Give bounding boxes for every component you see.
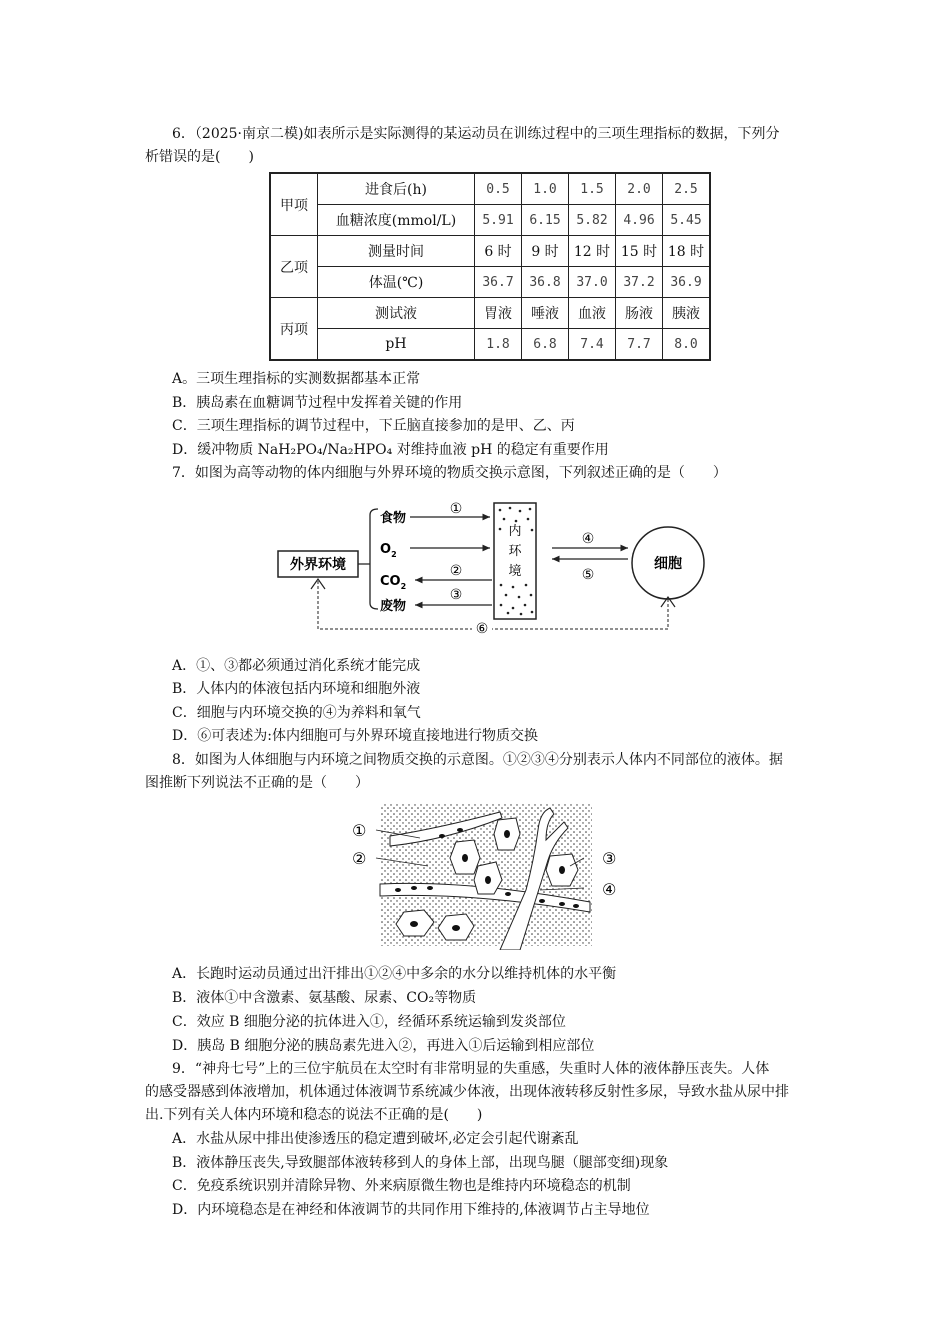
cell-label: 细胞 [654, 556, 682, 572]
num-3: ③ [449, 587, 463, 603]
q8-stem-line2: 图推断下列说法不正确的是（ ） [145, 775, 369, 791]
cell: 血液 [569, 298, 616, 329]
cell: 6 时 [475, 236, 522, 267]
q9-option-a[interactable]: A．水盐从尿中排出使渗透压的稳定遭到破坏,必定会引起代谢紊乱 [172, 1131, 579, 1147]
cell: 1.5 [569, 173, 616, 205]
label-4: ④ [602, 880, 617, 899]
inner-env-char-3: 境 [508, 564, 522, 579]
table-row [270, 205, 710, 236]
table-row [270, 236, 710, 267]
label-1: ① [352, 821, 367, 840]
q7-option-a[interactable]: A．①、③都必须通过消化系统才能完成 [172, 658, 421, 674]
cell: 37.2 [616, 267, 663, 298]
row-label: 测量时间 [318, 236, 475, 267]
group-label: 丙项 [270, 298, 318, 361]
q6-option-d[interactable]: D．缓冲物质 NaH₂PO₄/Na₂HPO₄ 对维持血液 pH 的稳定有重要作用 [172, 442, 609, 458]
cell: 胰液 [663, 298, 711, 329]
q7-option-b[interactable]: B．人体内的体液包括内环境和细胞外液 [172, 681, 421, 697]
cell: 唾液 [522, 298, 569, 329]
num-1: ① [449, 501, 463, 517]
cell: 7.7 [616, 329, 663, 361]
cell: 18 时 [663, 236, 711, 267]
q6-option-b[interactable]: B．胰岛素在血糖调节过程中发挥着关键的作用 [172, 395, 463, 411]
cell: 36.7 [475, 267, 522, 298]
table-row [270, 173, 710, 205]
cell: 5.91 [475, 205, 522, 236]
q8-option-d[interactable]: D．胰岛 B 细胞分泌的胰岛素先进入②，再进入①后运输到相应部位 [172, 1038, 595, 1054]
q7-exchange-diagram [270, 495, 710, 640]
q7-option-d[interactable]: D．⑥可表述为:体内细胞可与外界环境直接地进行物质交换 [172, 728, 538, 744]
group-label: 甲项 [270, 173, 318, 236]
q9-option-b[interactable]: B．液体静压丧失,导致腿部体液转移到人的身体上部，出现鸟腿（腿部变细)现象 [172, 1155, 669, 1171]
row-label: 血糖浓度(mmol/L) [318, 205, 475, 236]
cell: 36.9 [663, 267, 711, 298]
brace [358, 509, 378, 609]
q9-stem-line2: 的感受器感到体液增加，机体通过体液调节系统减少体液，出现体液转移反射性多尿，导致水盐从尿中排 [145, 1084, 789, 1100]
cell: 9 时 [522, 236, 569, 267]
q7-option-c[interactable]: C．细胞与内环境交换的④为养料和氧气 [172, 705, 421, 721]
num-5: ⑤ [581, 567, 595, 583]
inner-env-char-1: 内 [508, 524, 522, 539]
o2-label: $O_2$ [380, 542, 397, 559]
q8-stem-line1: 8．如图为人体细胞与内环境之间物质交换的示意图。①②③④分别表示人体内不同部位的液体。据 [172, 752, 783, 768]
group-label: 乙项 [270, 236, 318, 298]
q9-option-c[interactable]: C．免疫系统识别并清除异物、外来病原微生物也是维持内环境稳态的机制 [172, 1178, 631, 1194]
q8-tissue-diagram [350, 800, 630, 950]
cell: 胃液 [475, 298, 522, 329]
q8-option-a[interactable]: A．长跑时运动员通过出汗排出①②④中多余的水分以维持机体的水平衡 [172, 966, 617, 982]
q9-stem-line3: 出.下列有关人体内环境和稳态的说法不正确的是( ) [145, 1107, 483, 1123]
inner-env-char-2: 环 [508, 544, 522, 559]
q6-stem-line1: 6．（2025·南京二模)如表所示是实际测得的某运动员在训练过程中的三项生理指标的数据，下列分 [172, 126, 780, 142]
q6-option-c[interactable]: C．三项生理指标的调节过程中，下丘脑直接参加的是甲、乙、丙 [172, 418, 575, 434]
cell: 5.45 [663, 205, 711, 236]
cell: 5.82 [569, 205, 616, 236]
cell: 2.0 [616, 173, 663, 205]
cell: 12 时 [569, 236, 616, 267]
label-3: ③ [602, 849, 617, 868]
co2-label: $CO_2$ [380, 574, 407, 591]
cell: 肠液 [616, 298, 663, 329]
row-label: pH [318, 329, 475, 361]
row-label: 体温(℃) [318, 267, 475, 298]
cell: 0.5 [475, 173, 522, 205]
cell: 1.8 [475, 329, 522, 361]
num-6: ⑥ [475, 621, 489, 637]
cell: 15 时 [616, 236, 663, 267]
food-label: 食物 [380, 511, 407, 526]
cell: 1.0 [522, 173, 569, 205]
cell: 37.0 [569, 267, 616, 298]
q6-stem-line2: 析错误的是( ) [145, 149, 254, 165]
table-row [270, 298, 710, 329]
q9-stem-line1: 9．“神舟七号”上的三位宇航员在太空时有非常明显的失重感，失重时人体的液体静压丧失。人体 [172, 1061, 770, 1077]
waste-label: 废物 [380, 599, 407, 614]
cell: 36.8 [522, 267, 569, 298]
num-4: ④ [581, 531, 595, 547]
cell: 6.15 [522, 205, 569, 236]
q8-option-b[interactable]: B．液体①中含激素、氨基酸、尿素、CO₂等物质 [172, 990, 477, 1006]
q6-option-a[interactable]: A。三项生理指标的实测数据都基本正常 [172, 371, 421, 387]
table-row [270, 267, 710, 298]
cell: 6.8 [522, 329, 569, 361]
q8-option-c[interactable]: C．效应 B 细胞分泌的抗体进入①，经循环系统运输到发炎部位 [172, 1014, 566, 1030]
num-2: ② [449, 563, 463, 579]
cell: 7.4 [569, 329, 616, 361]
row-label: 进食后(h) [318, 173, 475, 205]
table-row [270, 329, 710, 361]
q9-option-d[interactable]: D．内环境稳态是在神经和体液调节的共同作用下维持的,体液调节占主导地位 [172, 1202, 650, 1218]
cell: 8.0 [663, 329, 711, 361]
label-2: ② [352, 849, 367, 868]
q7-stem: 7．如图为高等动物的体内细胞与外界环境的物质交换示意图，下列叙述正确的是（ ） [172, 465, 727, 481]
outer-environment-label: 外界环境 [290, 557, 346, 573]
cell: 2.5 [663, 173, 711, 205]
q6-data-table [269, 172, 711, 361]
cell: 4.96 [616, 205, 663, 236]
row-label: 测试液 [318, 298, 475, 329]
